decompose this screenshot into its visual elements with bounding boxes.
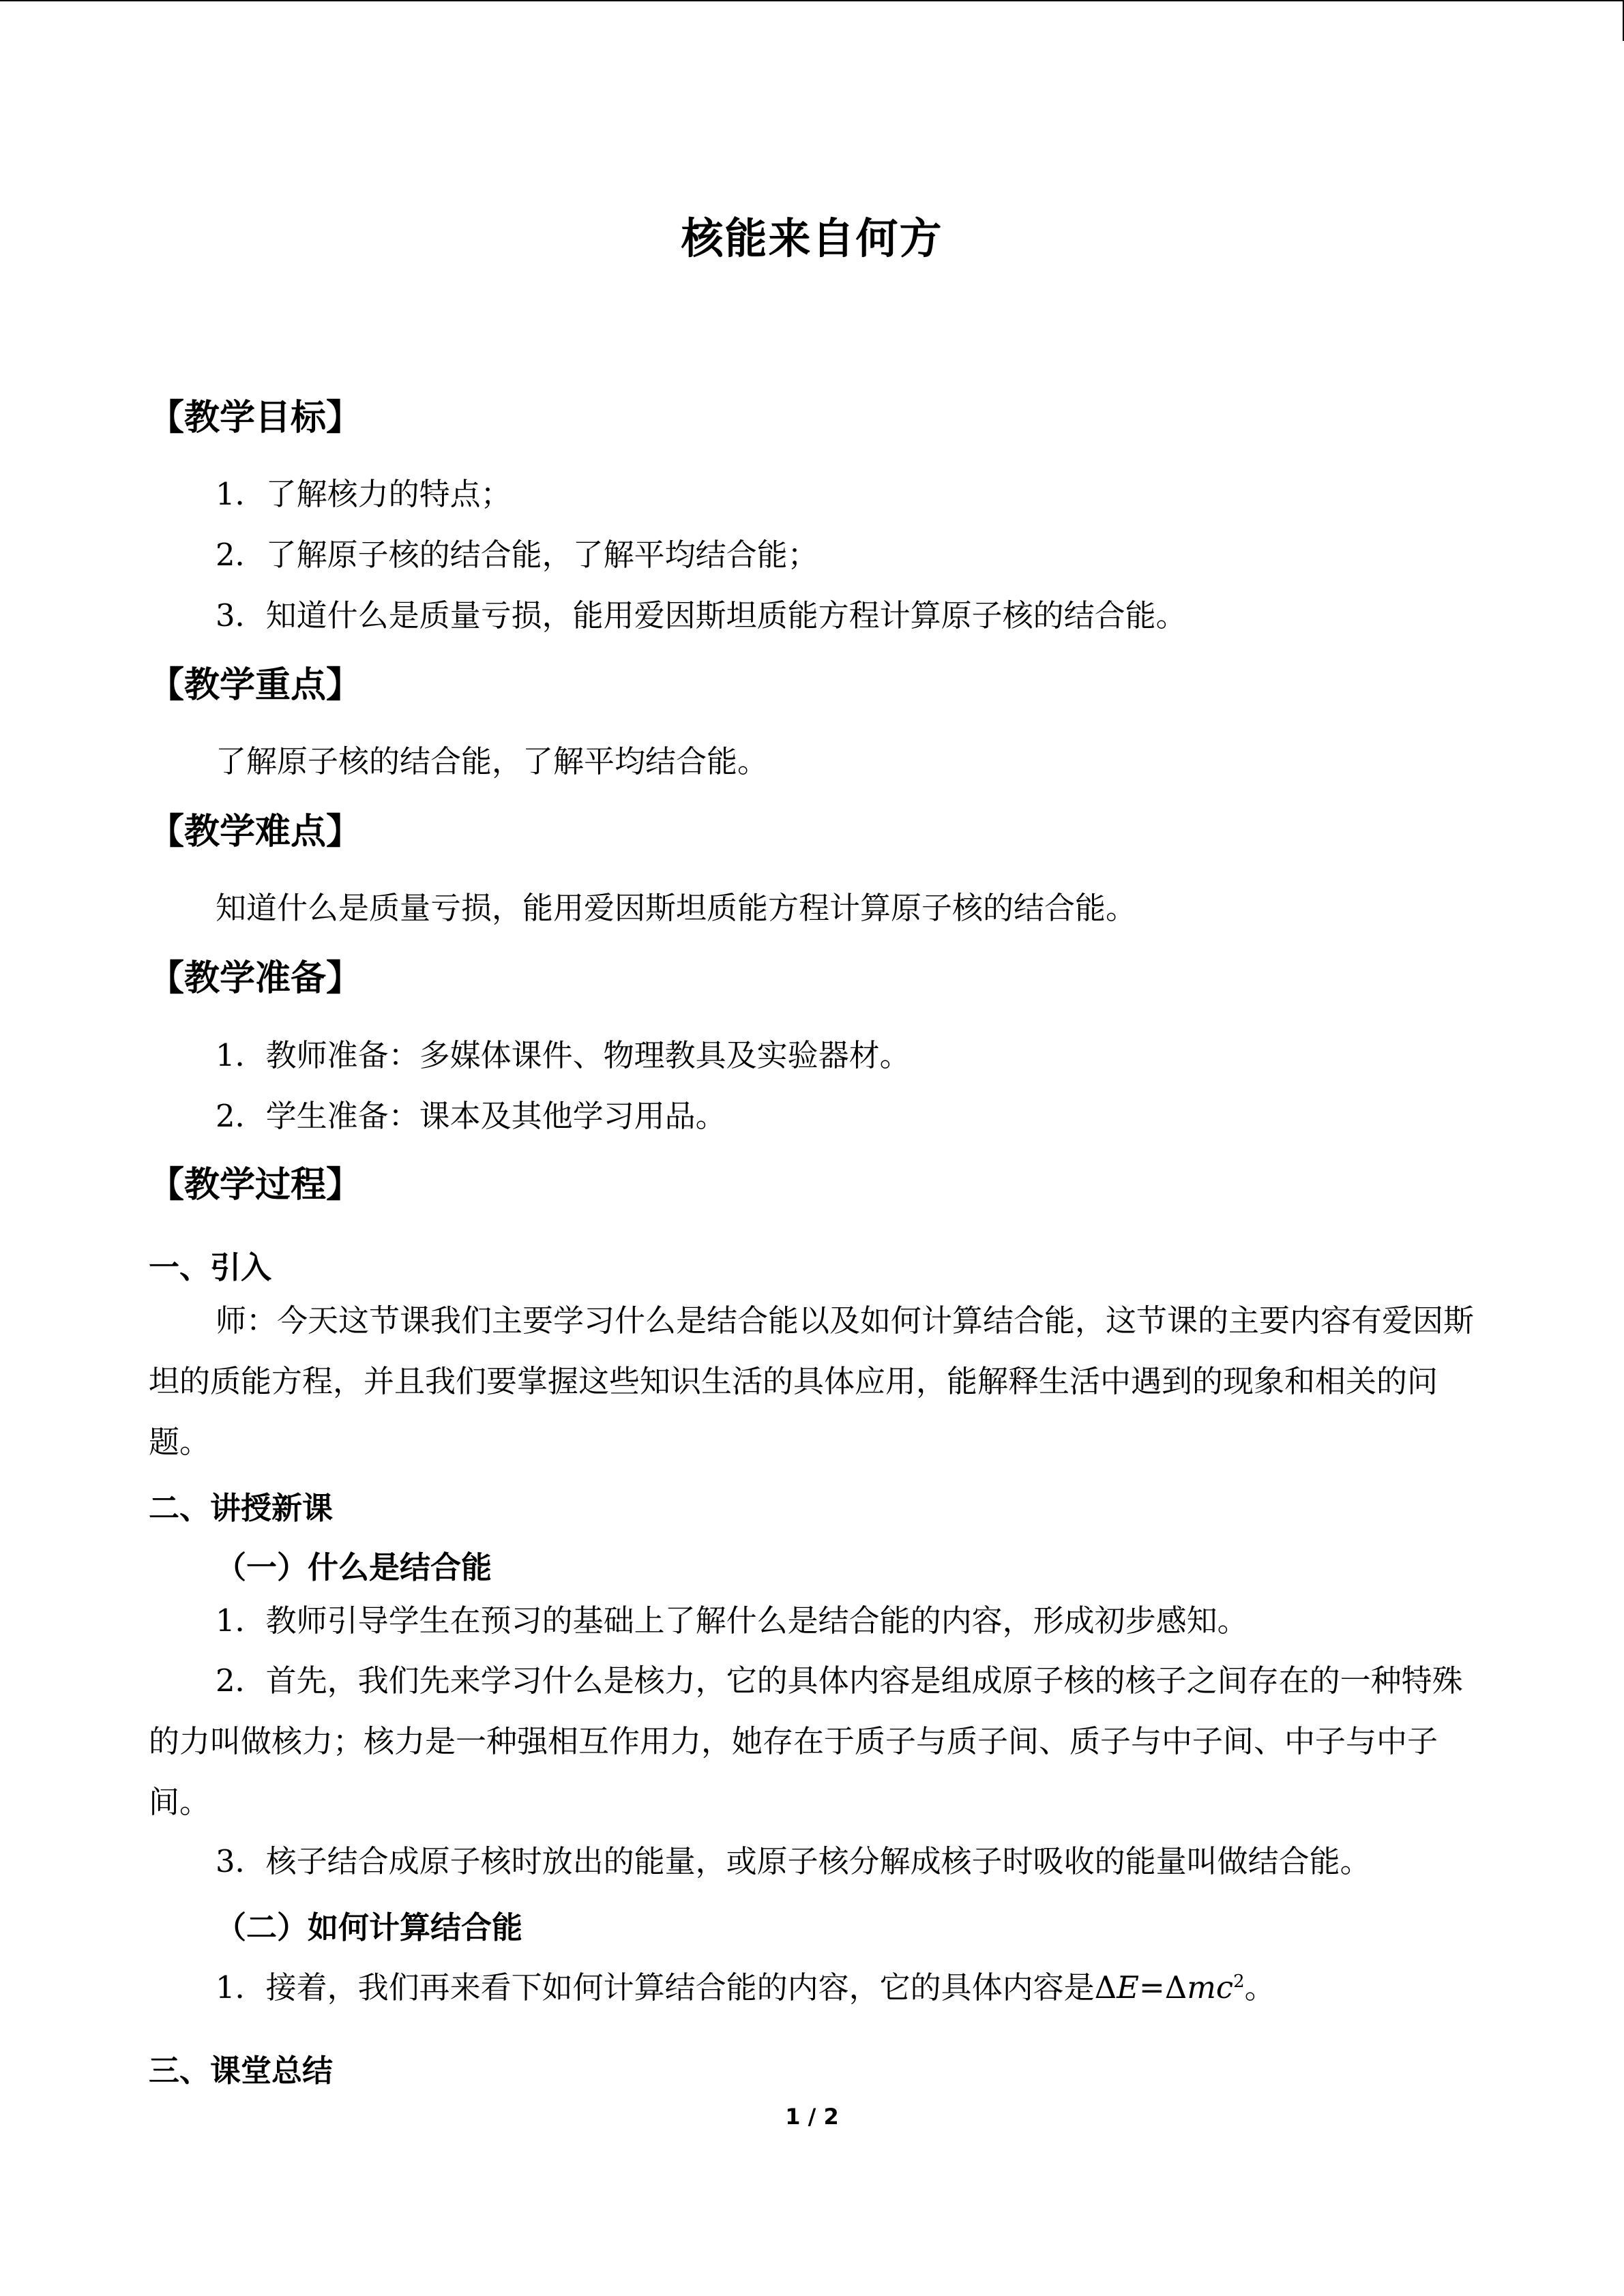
part1-item: 2．首先，我们先来学习什么是核力，它的具体内容是组成原子核的核子之间存在的一种特殊的力叫做核力；核力是一种强相互作用力，她存在于质子与质子间、质子与中子间、中子与中子间。 (149, 1663, 1463, 1820)
part2-heading: （二）如何计算结合能 (216, 1909, 523, 1945)
goal-item: 1．了解核力的特点； (216, 476, 512, 512)
goals-heading: 【教学目标】 (149, 398, 362, 438)
new-lesson-heading: 二、讲授新课 (149, 1490, 334, 1526)
preparation-heading: 【教学准备】 (149, 958, 362, 999)
part2-item (149, 1957, 1475, 2018)
intro-heading: 一、引入 (149, 1249, 272, 1285)
page-number: 1 / 2 (785, 2104, 839, 2130)
key-points-text: 了解原子核的结合能，了解平均结合能。 (216, 743, 769, 779)
part2-item-text: 1．接着，我们再来看下如何计算结合能的内容，它的具体内容是 (216, 1969, 1095, 2006)
part2-item-suffix: 。 (1244, 1969, 1275, 2006)
page-title: 核能来自何方 (681, 213, 943, 263)
part1-heading: （一）什么是结合能 (216, 1549, 492, 1585)
difficulties-text: 知道什么是质量亏损，能用爱因斯坦质能方程计算原子核的结合能。 (216, 890, 1137, 926)
formula-equals-delta: =Δ (1139, 1969, 1187, 2006)
part1-item: 3．核子结合成原子核时放出的能量，或原子核分解成核子时吸收的能量叫做结合能。 (216, 1843, 1371, 1879)
formula-exponent: 2 (1233, 1971, 1245, 1992)
page-top-border (0, 0, 1623, 1)
formula-energy: E (1117, 1969, 1139, 2006)
difficulties-heading: 【教学难点】 (149, 811, 362, 852)
key-points-heading: 【教学重点】 (149, 665, 362, 706)
preparation-item: 2．学生准备：课本及其他学习用品。 (216, 1098, 726, 1134)
preparation-item: 1．教师准备：多媒体课件、物理教具及实验器材。 (216, 1037, 911, 1073)
part1-item: 1．教师引导学生在预习的基础上了解什么是结合能的内容，形成初步感知。 (216, 1602, 1248, 1639)
goal-item: 2．了解原子核的结合能，了解平均结合能； (216, 537, 818, 573)
goal-item: 3．知道什么是质量亏损，能用爱因斯坦质能方程计算原子核的结合能。 (216, 597, 1187, 633)
process-heading: 【教学过程】 (149, 1165, 362, 1206)
formula-mc: mc (1187, 1969, 1234, 2006)
intro-text: 师：今天这节课我们主要学习什么是结合能以及如何计算结合能，这节课的主要内容有爱因斯坦的质能方程，并且我们要掌握这些知识生活的具体应用，能解释生活中遇到的现象和相关的问题。 (149, 1302, 1475, 1460)
summary-heading: 三、课堂总结 (149, 2053, 334, 2089)
formula-delta: Δ (1094, 1969, 1117, 2006)
